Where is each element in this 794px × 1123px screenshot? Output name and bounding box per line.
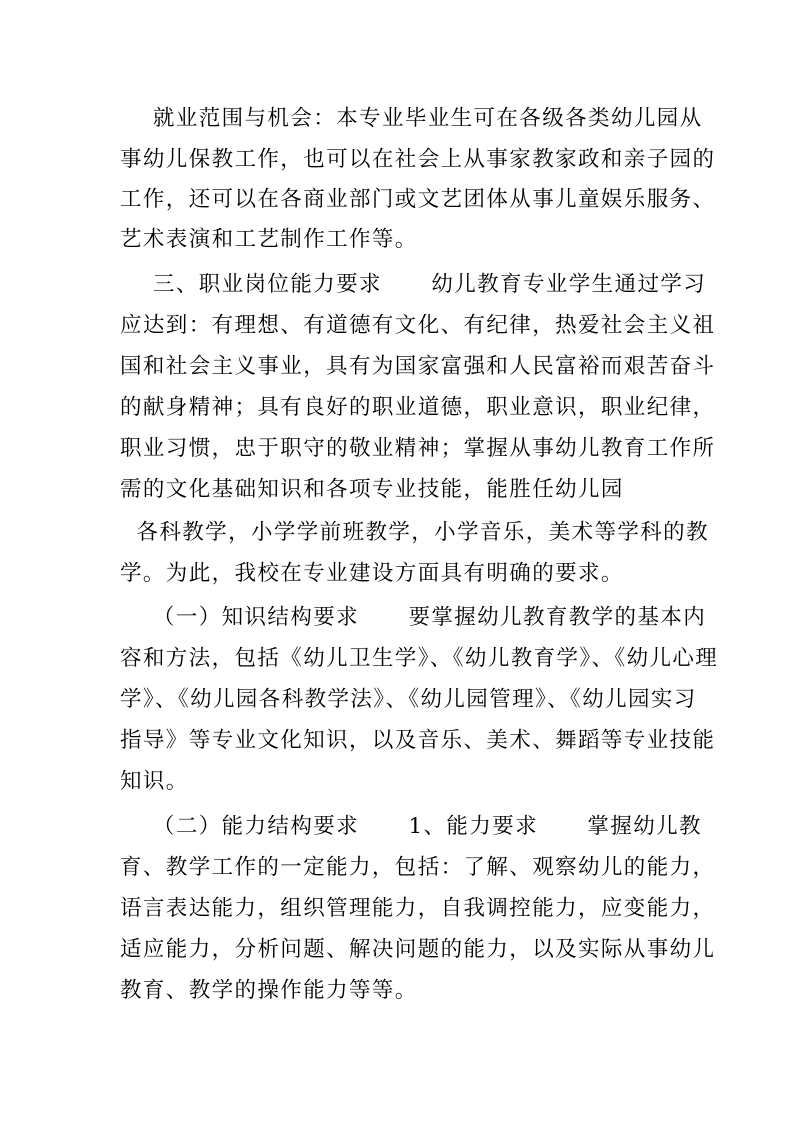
text-line: （一）知识结构要求 要掌握幼儿教育教学的基本内 bbox=[120, 605, 707, 630]
text-line: 知识。 bbox=[120, 769, 189, 794]
text-line: 应达到：有理想、有道德有文化、有纪律，热爱社会主义祖 bbox=[120, 313, 716, 338]
text-line: 工作，还可以在各商业部门或文艺团体从事儿童娱乐服务、 bbox=[120, 187, 716, 212]
text-line: 各科教学，小学学前班教学，小学音乐，美术等学科的教 bbox=[120, 520, 709, 545]
text-line: 艺术表演和工艺制作工作等。 bbox=[120, 227, 418, 252]
text-line: 职业习惯，忠于职守的敬业精神；掌握从事幼儿教育工作所 bbox=[120, 436, 716, 461]
text-line: 国和社会主义事业，具有为国家富强和人民富裕而艰苦奋斗 bbox=[120, 354, 716, 379]
text-line: 容和方法，包括《幼儿卫生学》、《幼儿教育学》、《幼儿心理 bbox=[120, 646, 719, 671]
text-line: 育、教学工作的一定能力，包括：了解、观察幼儿的能力， bbox=[120, 855, 716, 880]
text-line: 学。为此，我校在专业建设方面具有明确的要求。 bbox=[120, 561, 624, 586]
text-line: 指导》等专业文化知识，以及音乐、美术、舞蹈等专业技能 bbox=[120, 728, 716, 753]
text-line: 学》、《幼儿园各科教学法》、《幼儿园管理》、《幼儿园实习 bbox=[120, 687, 697, 712]
text-line: 适应能力，分析问题、解决问题的能力，以及实际从事幼儿 bbox=[120, 937, 716, 962]
text-line: 事幼儿保教工作，也可以在社会上从事家教家政和亲子园的 bbox=[120, 147, 716, 172]
text-line: 需的文化基础知识和各项专业技能，能胜任幼儿园 bbox=[120, 477, 624, 502]
text-line: 就业范围与机会：本专业毕业生可在各级各类幼儿园从 bbox=[120, 106, 703, 131]
text-line: 三、职业岗位能力要求 幼儿教育专业学生通过学习 bbox=[120, 272, 707, 297]
text-line: 教育、教学的操作能力等等。 bbox=[120, 978, 418, 1003]
text-line: 语言表达能力，组织管理能力，自我调控能力，应变能力， bbox=[120, 896, 716, 921]
text-line: （二）能力结构要求 1、能力要求 掌握幼儿教 bbox=[120, 814, 702, 839]
text-line: 的献身精神；具有良好的职业道德，职业意识，职业纪律， bbox=[120, 395, 716, 420]
